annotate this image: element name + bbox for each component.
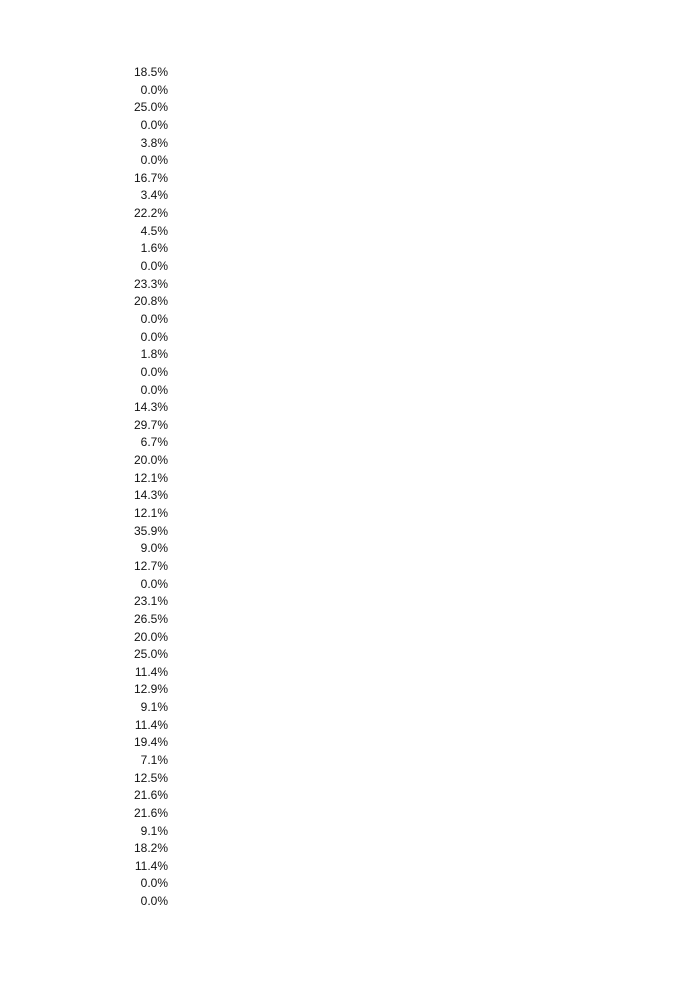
percentage-value: 22.2% [133, 206, 168, 221]
percentage-value: 12.1% [133, 506, 168, 521]
percentage-value: 1.8% [140, 347, 168, 362]
percentage-value: 23.3% [133, 276, 168, 291]
percentage-value: 0.0% [140, 153, 168, 168]
percentage-value: 19.4% [133, 735, 168, 750]
percentage-value: 9.0% [140, 541, 168, 556]
percentage-value: 20.0% [133, 453, 168, 468]
percentage-value: 0.0% [140, 311, 168, 326]
percentage-value: 12.5% [133, 770, 168, 785]
percentage-value: 11.4% [134, 664, 168, 679]
percentage-value: 18.2% [133, 841, 168, 856]
percentage-value: 16.7% [133, 170, 168, 185]
percentage-value: 25.0% [133, 647, 168, 662]
percentage-value: 18.5% [133, 65, 168, 79]
percentage-value: 6.7% [140, 435, 168, 450]
percentage-value: 3.4% [140, 188, 168, 203]
percentage-value: 0.0% [140, 329, 168, 344]
percentage-value: 0.0% [140, 876, 168, 891]
percentage-value: 9.1% [140, 700, 168, 715]
percentage-value: 25.0% [133, 100, 168, 115]
percentage-value: 14.3% [133, 400, 168, 415]
percentage-value: 12.7% [133, 558, 168, 573]
percentage-value: 12.9% [133, 682, 168, 697]
percentage-list [100, 64, 168, 911]
percentage-value: 11.4% [134, 717, 168, 732]
percentage-value: 21.6% [133, 788, 168, 803]
percentage-value: 26.5% [133, 611, 168, 626]
percentage-value: 11.4% [134, 858, 168, 873]
percentage-value: 7.1% [140, 752, 168, 767]
percentage-value: 23.1% [133, 594, 168, 609]
percentage-value: 0.0% [140, 117, 168, 132]
percentage-value: 29.7% [133, 417, 168, 432]
percentage-value: 12.1% [133, 470, 168, 485]
percentage-value: 0.0% [140, 894, 168, 909]
percentage-value: 20.0% [133, 629, 168, 644]
percentage-value: 21.6% [133, 805, 168, 820]
percentage-value: 20.8% [133, 294, 168, 309]
percentage-value: 9.1% [140, 823, 168, 838]
percentage-value: 4.5% [140, 223, 168, 238]
percentage-value: 14.3% [133, 488, 168, 503]
percentage-value: 1.6% [140, 241, 168, 256]
percentage-value: 0.0% [140, 382, 168, 397]
percentage-value: 0.0% [140, 259, 168, 274]
percentage-value: 0.0% [140, 364, 168, 379]
percentage-value: 35.9% [133, 523, 168, 538]
percentage-value: 0.0% [140, 576, 168, 591]
percentage-value: 0.0% [140, 82, 168, 97]
percentage-value: 3.8% [140, 135, 168, 150]
